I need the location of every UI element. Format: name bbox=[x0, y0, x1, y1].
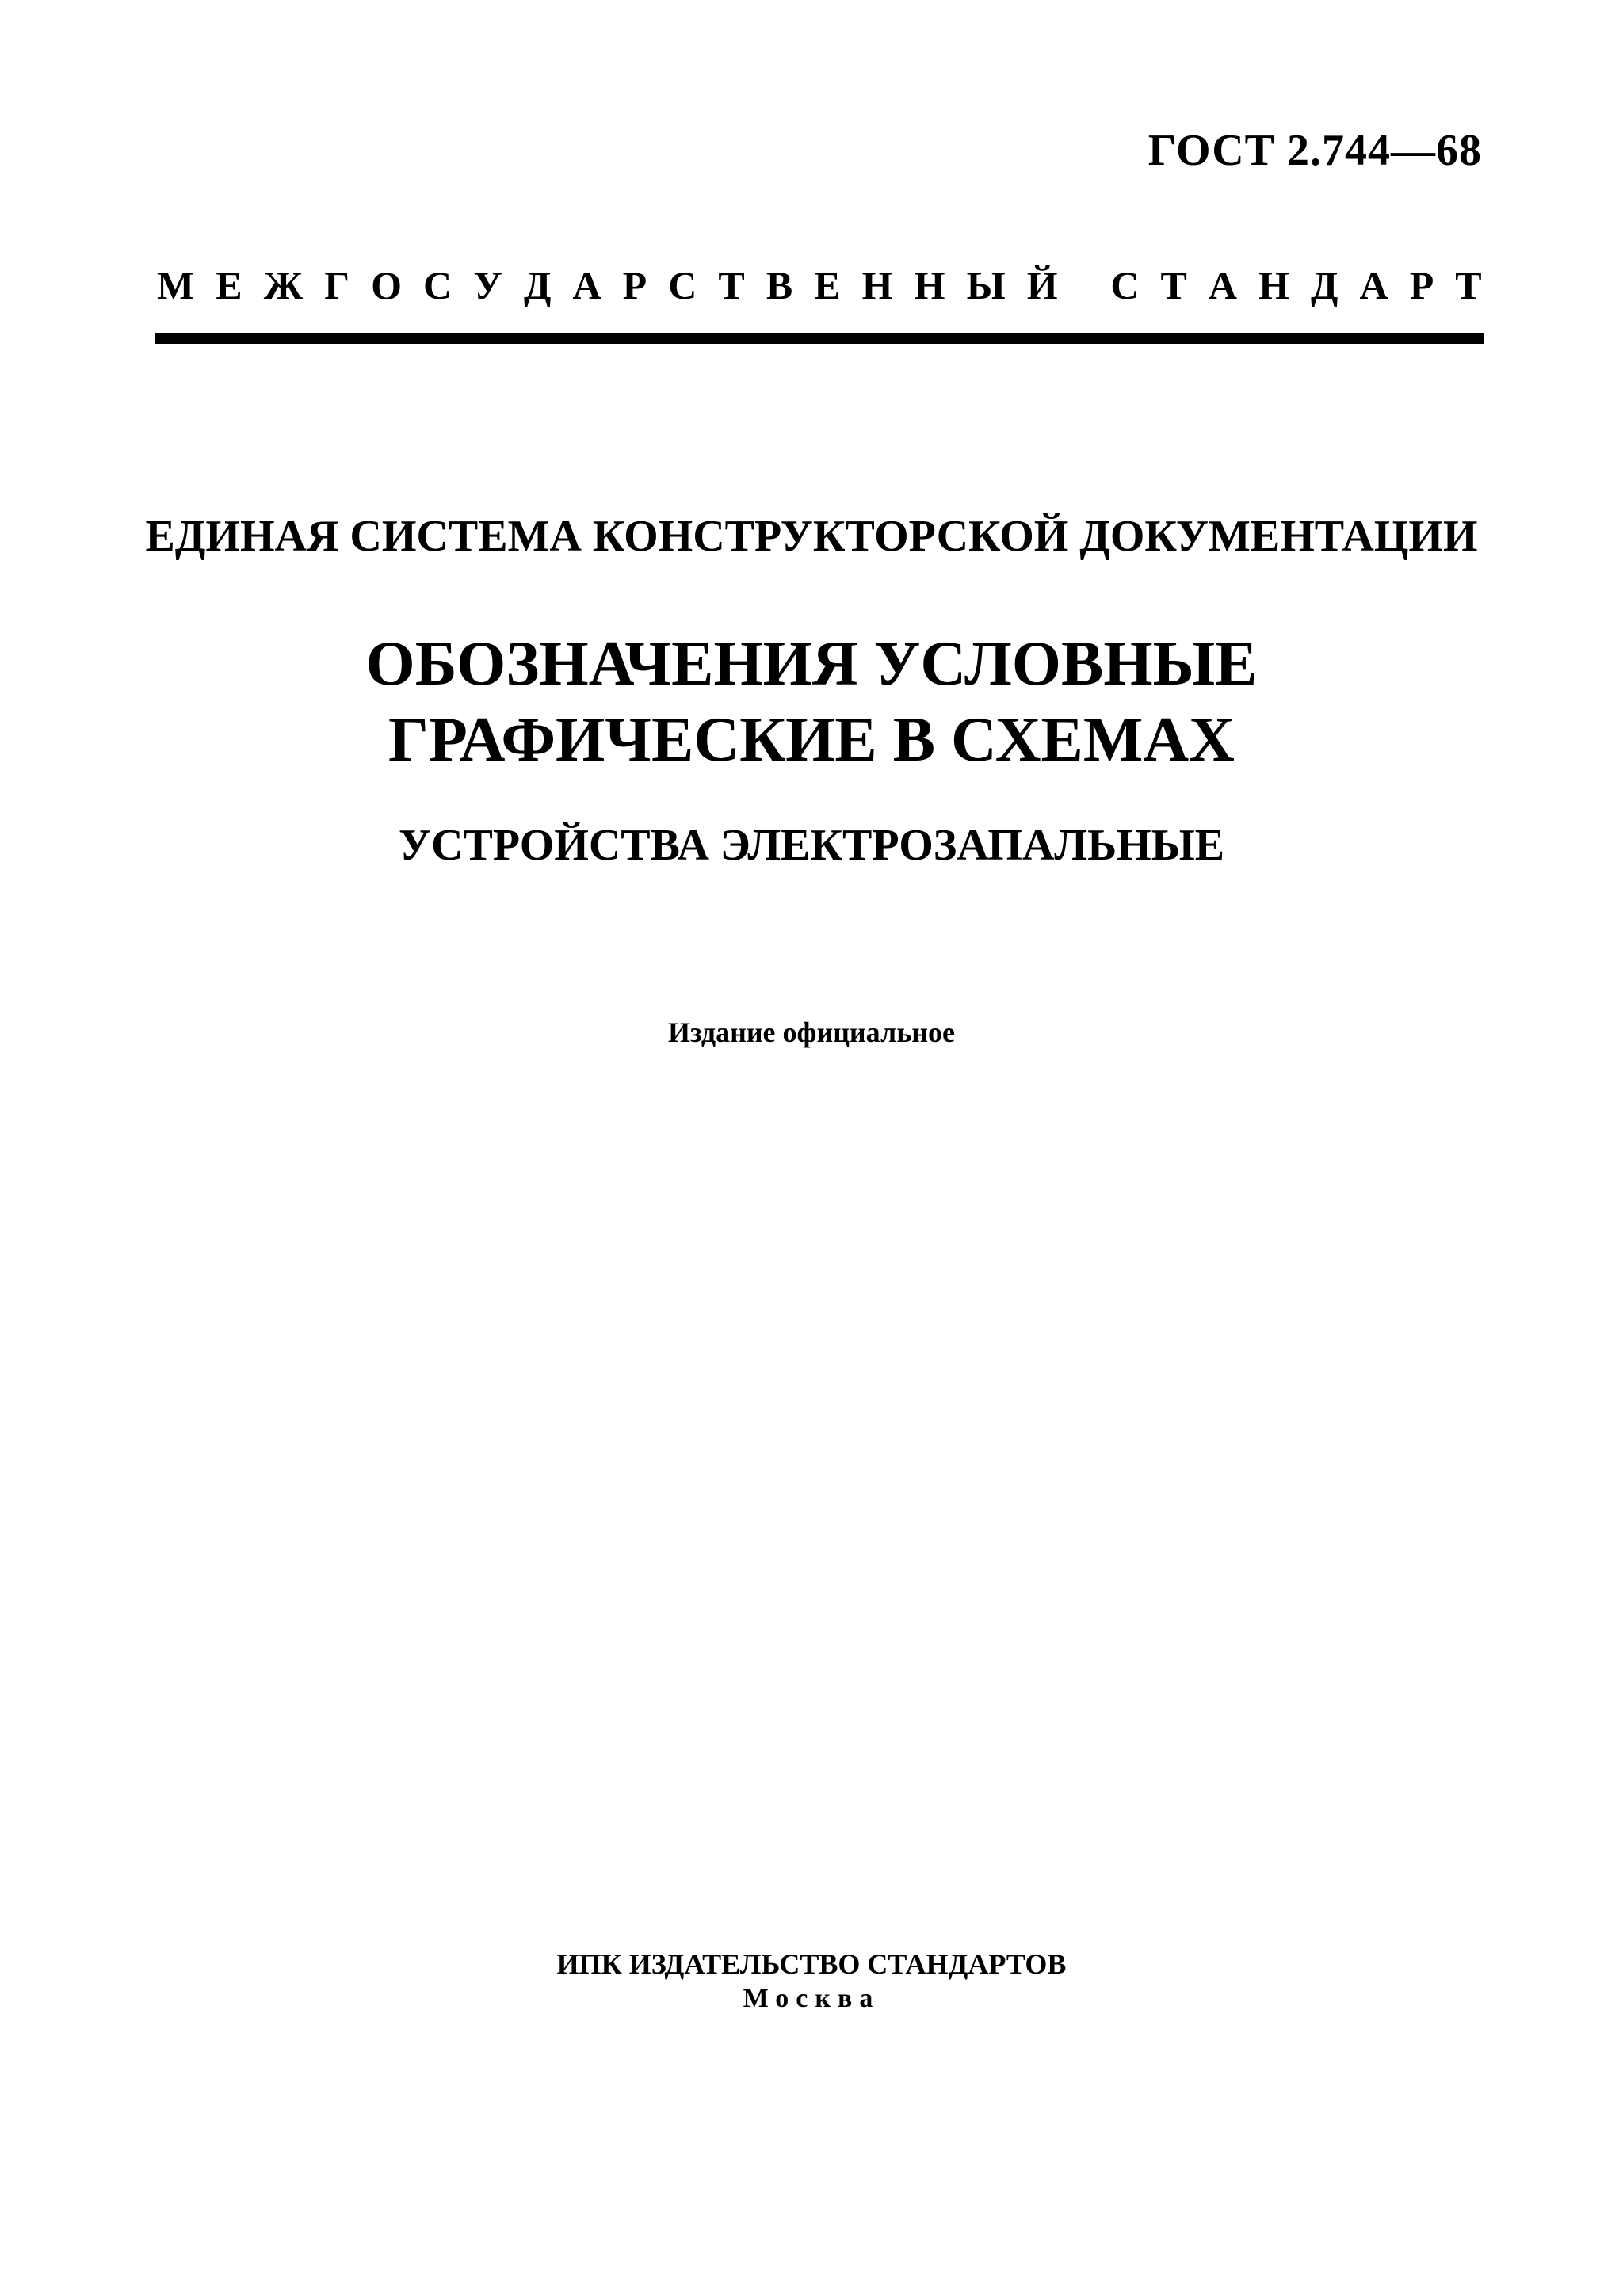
standard-type-letter: А bbox=[1208, 263, 1238, 307]
standard-type-letter: Т bbox=[1455, 263, 1482, 307]
standard-type-letter: У bbox=[473, 263, 502, 307]
title-line-1: ОБОЗНАЧЕНИЯ УСЛОВНЫЕ bbox=[365, 629, 1258, 699]
standard-type-letter: С bbox=[1110, 263, 1140, 307]
standard-type-letter: А bbox=[1359, 263, 1388, 307]
standard-type-letter: Е bbox=[216, 263, 242, 307]
standard-type-letter: Ы bbox=[966, 263, 1006, 307]
edition-note: Издание официальное bbox=[668, 1016, 955, 1048]
title-line-2: ГРАФИЧЕСКИЕ В СХЕМАХ bbox=[388, 705, 1235, 775]
standard-type-letter: Н bbox=[861, 263, 893, 307]
system-name: ЕДИНАЯ СИСТЕМА КОНСТРУКТОРСКОЙ ДОКУМЕНТАЦИИ bbox=[145, 512, 1478, 561]
publisher-city: Москва bbox=[743, 1984, 880, 2013]
standard-type-letter: Д bbox=[523, 263, 552, 307]
standard-type-heading bbox=[157, 263, 1482, 307]
standard-type-letter: Р bbox=[1409, 263, 1434, 307]
header-rule bbox=[155, 333, 1484, 344]
standard-type-letter: Д bbox=[1311, 263, 1338, 307]
standard-type-letter: Р bbox=[622, 263, 647, 307]
standard-type-letter: М bbox=[157, 263, 195, 307]
publisher-name: ИПК ИЗДАТЕЛЬСТВО СТАНДАРТОВ bbox=[556, 1948, 1067, 1980]
standard-type-letter: С bbox=[668, 263, 697, 307]
word-gap bbox=[1079, 263, 1090, 307]
standard-type-letter: Н bbox=[914, 263, 945, 307]
standard-type-letter: В bbox=[766, 263, 793, 307]
standard-type-letter: Т bbox=[1160, 263, 1187, 307]
standard-type-letter: С bbox=[423, 263, 453, 307]
standard-type-letter: Т bbox=[718, 263, 745, 307]
document-title bbox=[0, 626, 1623, 778]
standard-type-letter: Е bbox=[814, 263, 841, 307]
standard-type-letter: Ж bbox=[263, 263, 304, 307]
standard-type-letter: Й bbox=[1026, 263, 1058, 307]
standard-type-letter: Г bbox=[324, 263, 350, 307]
standard-type-letter: Н bbox=[1258, 263, 1289, 307]
standard-designation: ГОСТ 2.744—68 bbox=[1148, 126, 1482, 175]
document-subtitle: УСТРОЙСТВА ЭЛЕКТРОЗАПАЛЬНЫЕ bbox=[398, 821, 1225, 870]
standard-type-letter: А bbox=[572, 263, 601, 307]
standard-type-letter: О bbox=[371, 263, 402, 307]
